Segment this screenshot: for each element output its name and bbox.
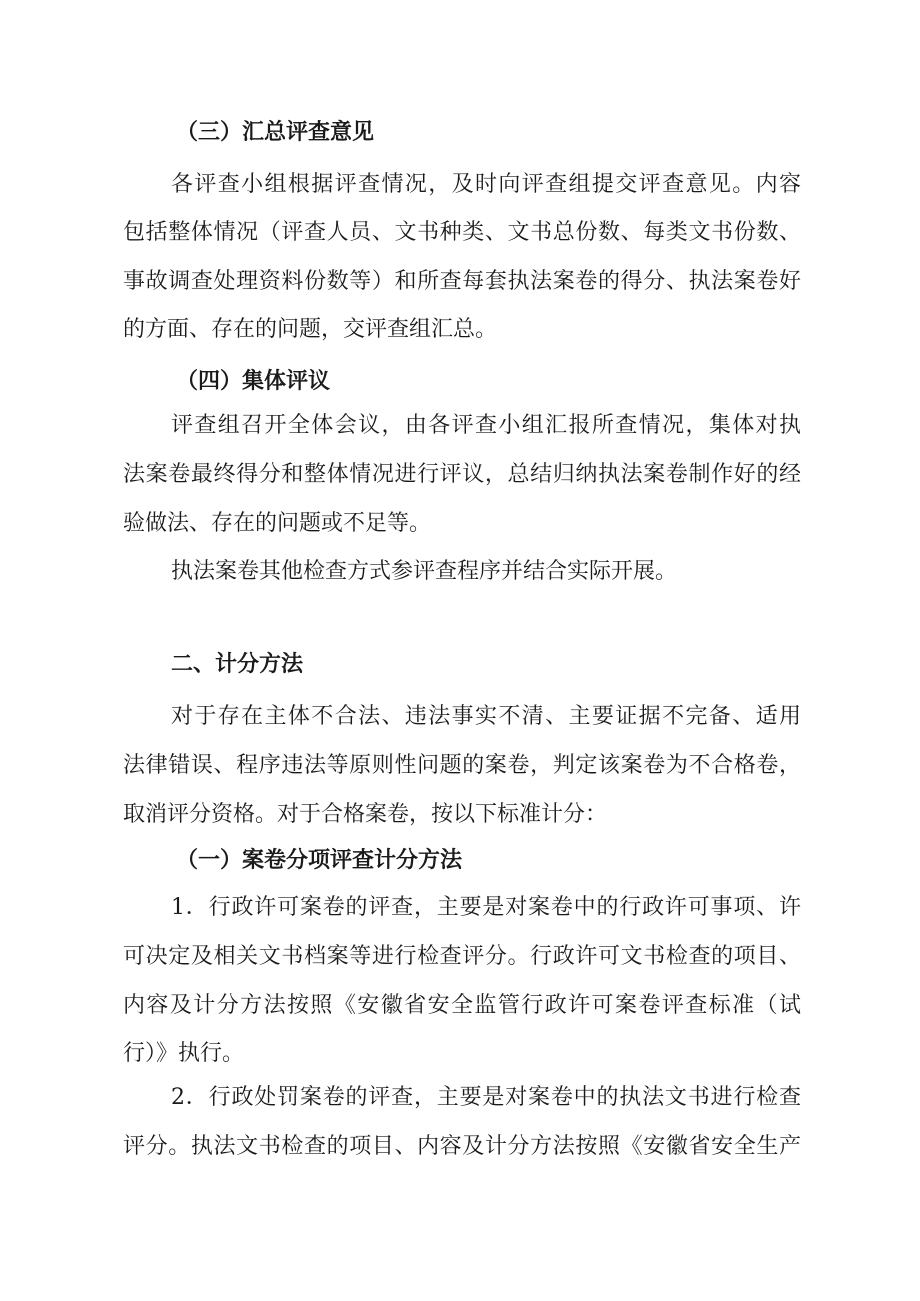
paragraph-line: 包括整体情况（评查人员、文书种类、文书总份数、每类文书份数、 <box>123 220 801 245</box>
paragraph-line: 2．行政处罚案卷的评查，主要是对案卷中的执法文书进行检查 <box>171 1085 801 1110</box>
paragraph-line: 事故调查处理资料份数等）和所查每套执法案卷的得分、执法案卷好 <box>123 269 801 294</box>
paragraph-line: 可决定及相关文书档案等进行检查评分。行政许可文书检查的项目、 <box>123 944 801 969</box>
section-heading-2: 二、计分方法 <box>171 652 304 677</box>
paragraph-line: 对于存在主体不合法、违法事实不清、主要证据不完备、适用 <box>171 704 801 729</box>
paragraph-line: 1．行政许可案卷的评查，主要是对案卷中的行政许可事项、许 <box>171 895 801 920</box>
paragraph-line: 的方面、存在的问题，交评查组汇总。 <box>123 317 498 342</box>
paragraph-line: 评分。执法文书检查的项目、内容及计分方法按照《安徽省安全生产 <box>123 1134 801 1159</box>
paragraph-line: 行）》执行。 <box>123 1041 245 1066</box>
subsection-heading-3: （三）汇总评查意见 <box>176 120 375 145</box>
paragraph-line: 评查组召开全体会议，由各评查小组汇报所查情况，集体对执 <box>171 413 801 438</box>
subsection-heading-4: （四）集体评议 <box>176 369 331 394</box>
paragraph-line: 法律错误、程序违法等原则性问题的案卷，判定该案卷为不合格卷， <box>123 753 801 778</box>
subsection-heading-1: （一）案卷分项评查计分方法 <box>176 848 463 873</box>
paragraph-line: 验做法、存在的问题或不足等。 <box>123 511 432 536</box>
paragraph-line: 法案卷最终得分和整体情况进行评议，总结归纳执法案卷制作好的经 <box>123 462 801 487</box>
paragraph-line: 各评查小组根据评查情况，及时向评查组提交评查意见。内容 <box>171 172 801 197</box>
paragraph-line: 执法案卷其他检查方式参评查程序并结合实际开展。 <box>171 559 678 584</box>
paragraph-line: 取消评分资格。对于合格案卷，按以下标准计分： <box>123 802 608 827</box>
paragraph-line: 内容及计分方法按照《安徽省安全监管行政许可案卷评查标准（试 <box>123 993 801 1018</box>
